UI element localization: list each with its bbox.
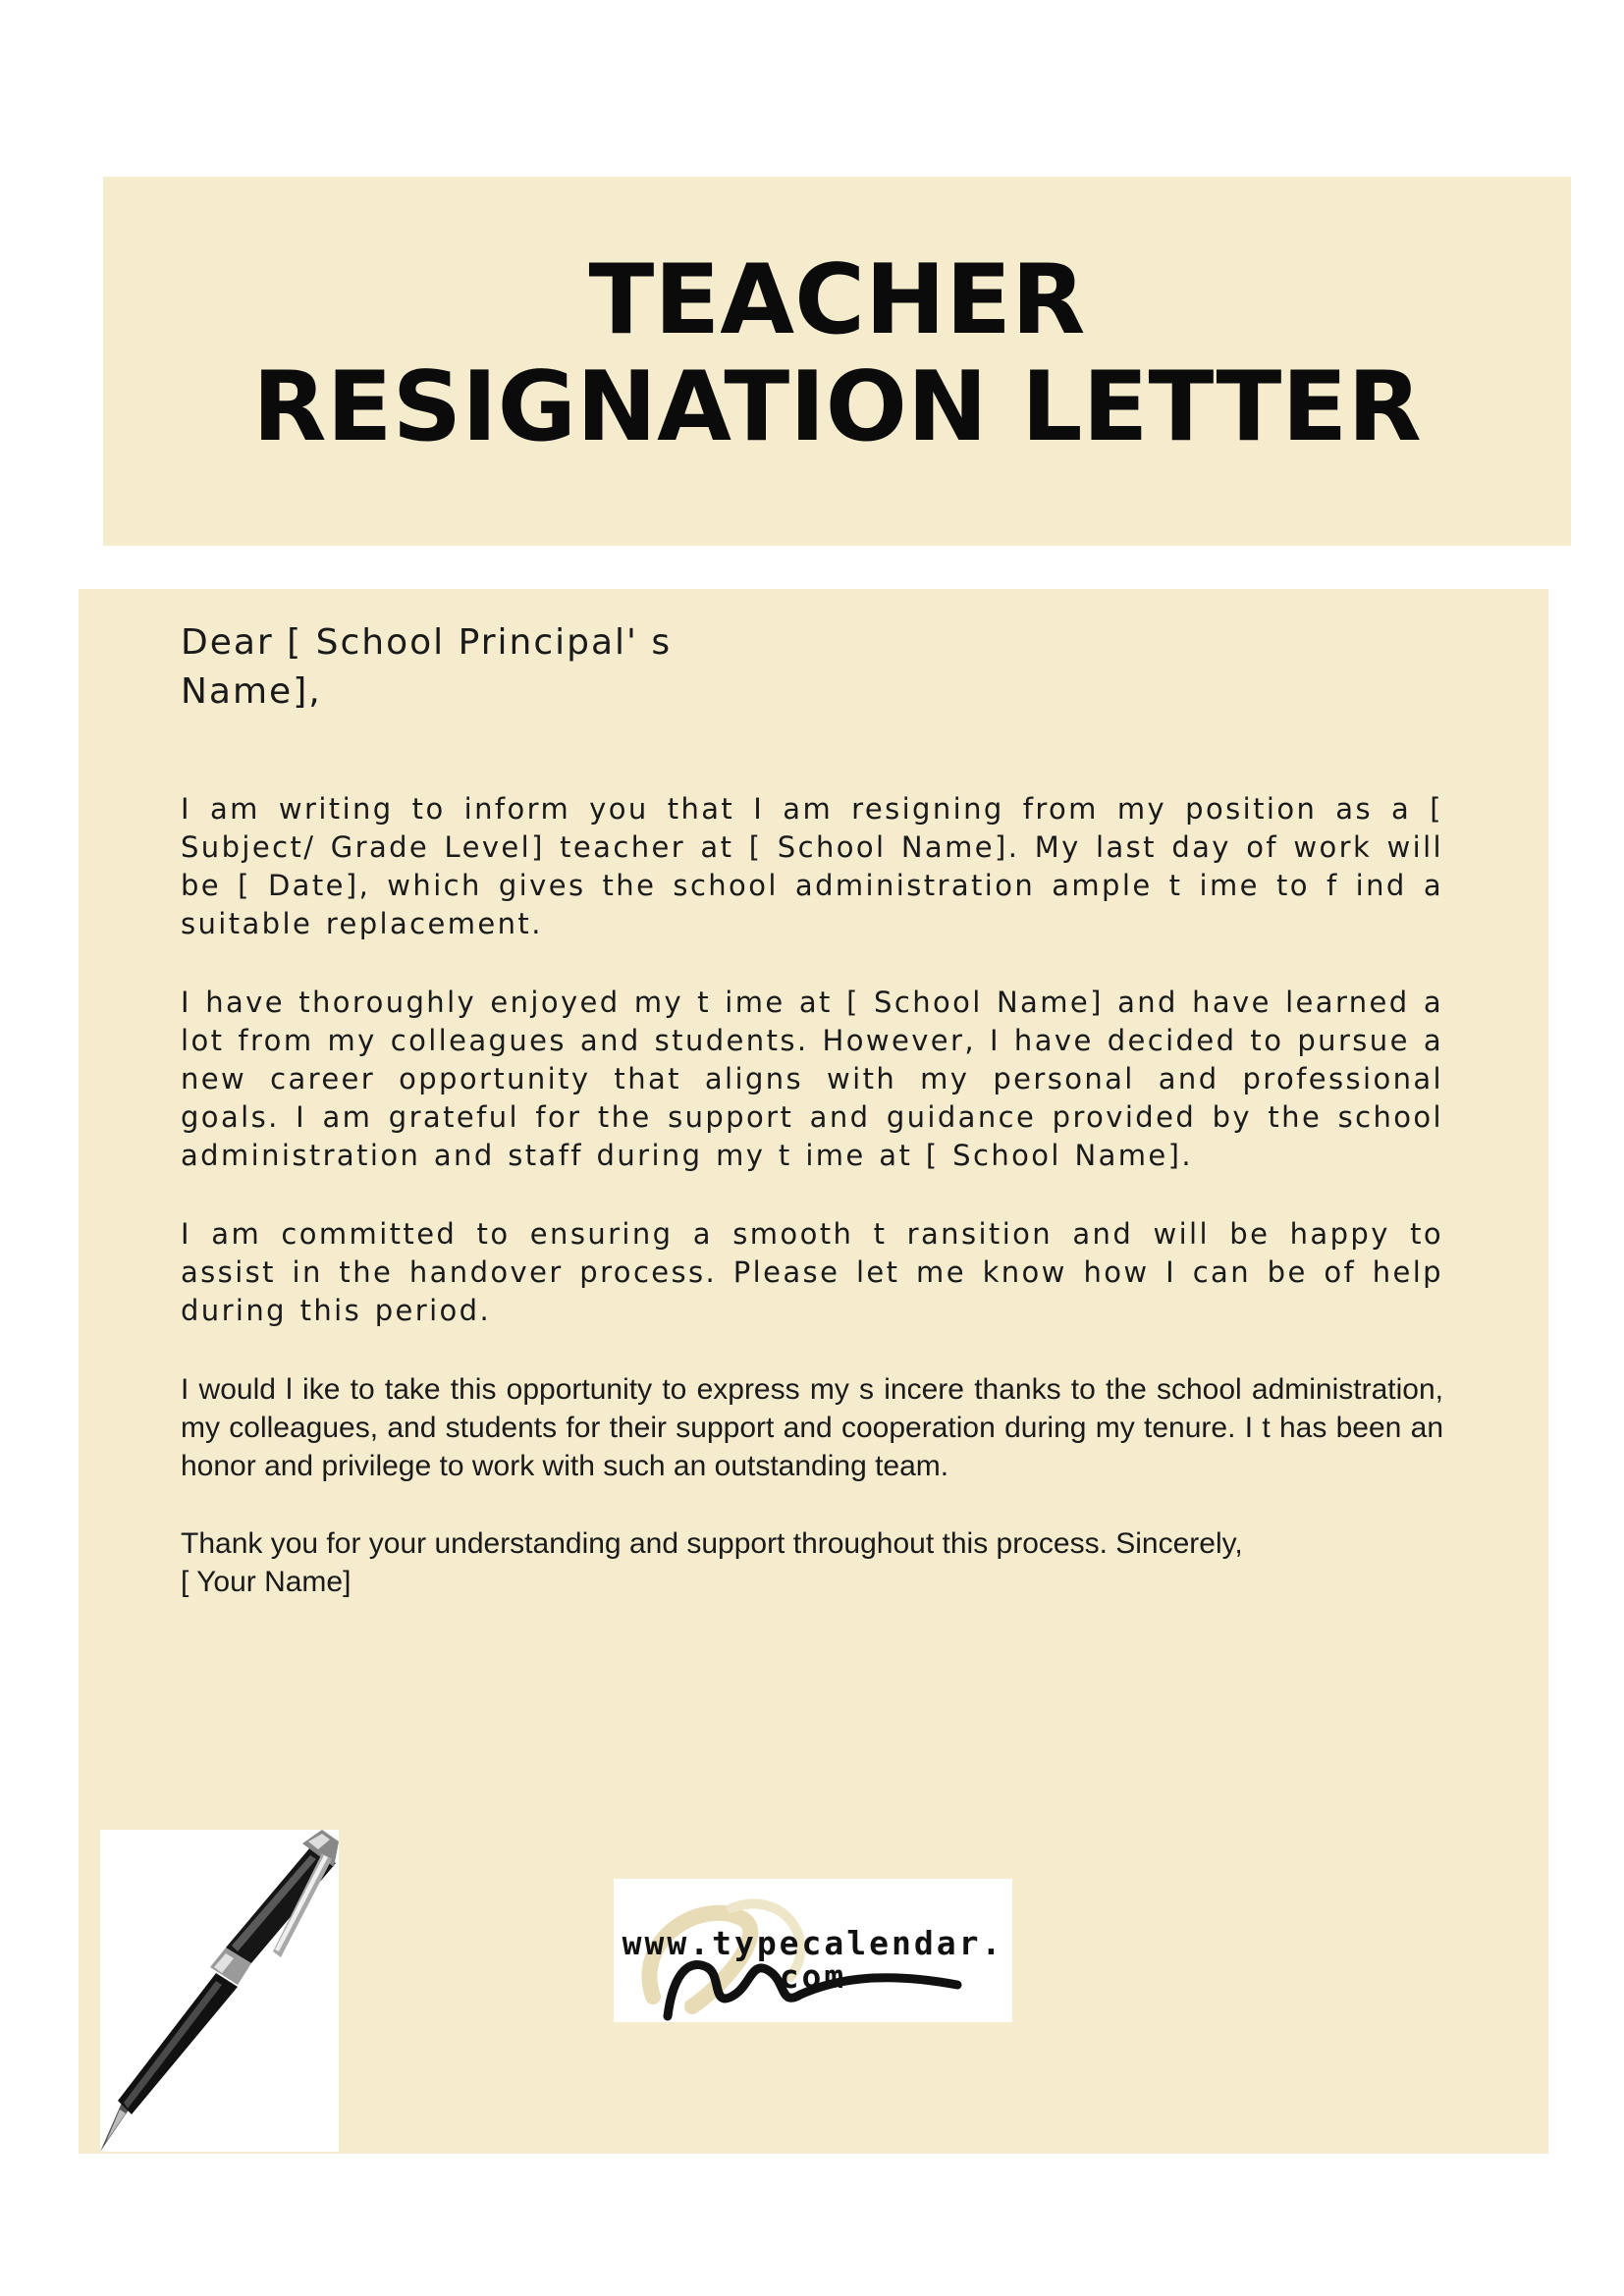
page-title-line-2: RESIGNATION LETTER <box>252 351 1422 463</box>
salutation: Dear [ School Principal' s Name], <box>181 622 673 712</box>
closing-line: Thank you for your understanding and support throughout this process. Sincerely, <box>181 1527 1243 1560</box>
paragraph-1: I am writing to inform you that I am resigning from my position as a [ Subject/ Grade Level] teacher at [ School Name]. My last day of work will be [ Date], which gives the school administration ample t ime to f ind a suitable replacement. <box>181 792 1443 940</box>
paragraph-4: I would l ike to take this opportunity to express my s incere thanks to the school administration, my colleagues, and students for their support and cooperation during my tenure. I t has been an honor and privilege to work with such an outstanding team. <box>181 1373 1443 1482</box>
closing-block <box>181 1524 1443 1601</box>
paragraph-3: I am committed to ensuring a smooth t ransition and will be happy to assist in the handover process. Please let me know how I can be of help during this period. <box>181 1217 1443 1327</box>
signature-name: [ Your Name] <box>181 1566 352 1598</box>
page-title-line-1: TEACHER <box>588 244 1086 356</box>
paragraph-2: I have thoroughly enjoyed my t ime at [ School Name] and have learned a lot from my colleagues and students. However, I have decided to pursue a new career opportunity that aligns with my personal and professional goals. I am grateful for the support and guidance provided by the school administration and staff during my t ime at [ School Name]. <box>181 986 1443 1172</box>
pen-image <box>100 1830 339 2152</box>
pen-icon <box>100 1830 339 2152</box>
logo-url-line-2: com <box>779 1957 847 1996</box>
title-banner <box>103 177 1571 546</box>
logo-url-line-1: www.typecalendar. <box>622 1924 1004 1962</box>
typecalendar-logo <box>614 1879 1012 2022</box>
